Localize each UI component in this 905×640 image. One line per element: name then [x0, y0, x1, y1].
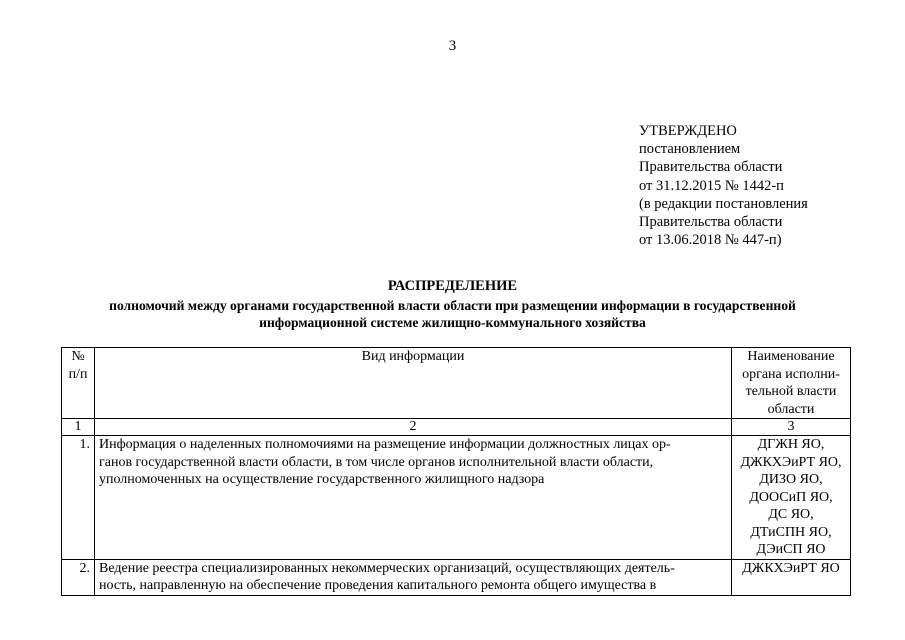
organ-name: ДГЖН ЯО, — [757, 437, 825, 452]
header-organ-line: тельной власти — [745, 384, 837, 399]
approval-line: (в редакции постановления — [639, 195, 808, 212]
distribution-table — [61, 347, 851, 596]
organ-name: ДЭиСП ЯО — [756, 542, 826, 557]
approval-stamp — [639, 122, 808, 249]
header-organ — [732, 348, 851, 419]
row-number: 2. — [62, 559, 95, 595]
organ-name: ДИЗО ЯО, — [759, 472, 823, 487]
column-number: 2 — [95, 419, 732, 436]
approval-line: УТВЕРЖДЕНО — [639, 123, 737, 139]
header-no — [62, 348, 95, 419]
organ-name: ДЖКХЭиРТ ЯО, — [740, 454, 842, 470]
header-no-line: п/п — [68, 366, 88, 382]
page-number: 3 — [448, 38, 457, 54]
document-subtitle — [30, 297, 875, 331]
header-no-line: № — [71, 349, 85, 364]
organ-name: ДЖКХЭиРТ ЯО — [742, 560, 840, 576]
organ-name: ДООСиП ЯО, — [749, 489, 833, 505]
organ-name: ДС ЯО, — [768, 507, 814, 522]
document-title: РАСПРЕДЕЛЕНИЕ — [387, 278, 518, 294]
row-info — [95, 436, 732, 560]
approval-line: от 13.06.2018 № 447-п) — [639, 232, 782, 249]
row-info-line: ганов государственной власти области, в том числе органов исполнительной власти области, — [99, 454, 654, 470]
row-info — [95, 559, 732, 595]
column-number: 3 — [732, 419, 851, 436]
subtitle-line: полномочий между органами государственной власти области при размещении информации в государственной — [109, 298, 796, 313]
table-header-row — [62, 348, 851, 419]
row-info-line: Информация о наделенных полномочиями на размещение информации должностных лицах ор- — [99, 437, 671, 452]
row-organs — [732, 436, 851, 560]
approval-line: Правительства области — [639, 214, 783, 231]
row-info-line: ность, направленную на обеспечение проведения капитального ремонта общего имущества в — [99, 578, 657, 593]
row-info-line: Ведение реестра специализированных некоммерческих организаций, осуществляющих деятель- — [99, 560, 675, 576]
row-info-line: уполномоченных на осуществление государственного жилищного надзора — [99, 472, 545, 487]
approval-line: Правительства области — [639, 159, 783, 176]
column-number-row — [62, 419, 851, 436]
subtitle-line: информационной системе жилищно-коммунального хозяйства — [259, 315, 646, 330]
row-organs — [732, 559, 851, 595]
table-row — [62, 559, 851, 595]
organ-name: ДТиСПН ЯО, — [750, 524, 832, 540]
header-organ-line: области — [767, 401, 815, 417]
header-organ-line: органа исполни- — [742, 366, 840, 382]
table-row — [62, 436, 851, 560]
header-organ-line: Наименование — [747, 349, 835, 364]
approval-line: от 31.12.2015 № 1442-п — [639, 177, 784, 194]
row-number: 1. — [62, 436, 95, 560]
approval-line: постановлением — [639, 141, 741, 158]
header-info: Вид информации — [95, 348, 732, 419]
column-number: 1 — [62, 419, 95, 436]
